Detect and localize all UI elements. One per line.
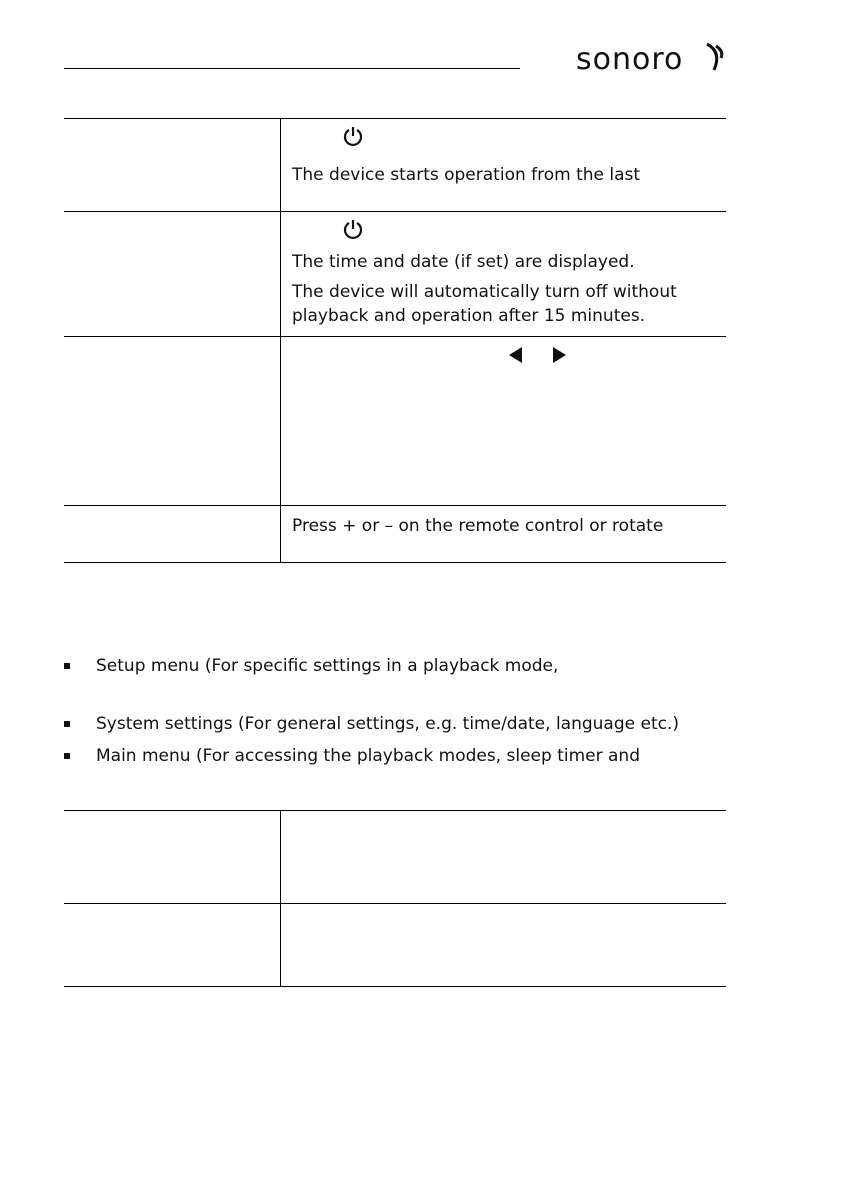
left-arrow-icon — [509, 347, 522, 363]
sonoro-logo — [576, 40, 726, 80]
sound-wave-icon — [704, 42, 726, 72]
power-icon — [342, 218, 364, 240]
table-row-power-on — [64, 119, 726, 212]
table-row-volume — [64, 506, 726, 562]
operation-table — [64, 118, 726, 563]
table-row-navigation — [64, 337, 726, 506]
power-icon — [342, 125, 364, 147]
right-arrow-icon — [553, 347, 566, 363]
square-bullet-icon — [64, 753, 70, 759]
row-text: Press + or – on the remote control or rotate — [292, 516, 664, 536]
table-row-standby — [64, 212, 726, 337]
row-text: playback and operation after 15 minutes. — [292, 306, 646, 326]
table-row — [64, 904, 726, 986]
row-text: The device will automatically turn off without — [292, 282, 677, 302]
row-text: The device starts operation from the last — [292, 165, 641, 185]
header-rule — [64, 68, 520, 69]
logo-text: sonoro — [576, 42, 684, 77]
menu-table — [64, 810, 726, 987]
row-text: The time and date (if set) are displayed. — [292, 252, 635, 272]
table-row — [64, 811, 726, 904]
square-bullet-icon — [64, 721, 70, 727]
square-bullet-icon — [64, 663, 70, 669]
